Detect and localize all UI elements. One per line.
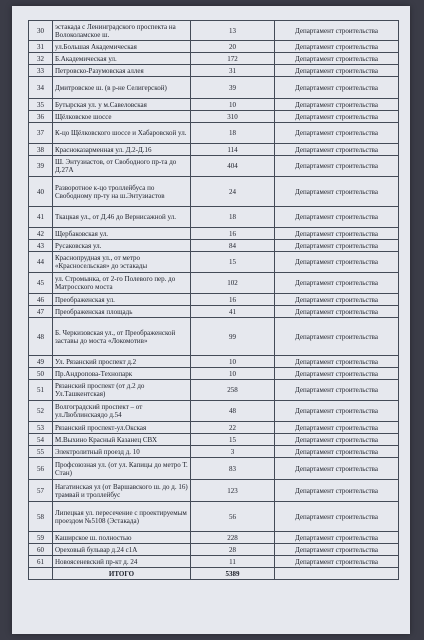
quantity-cell: 20 xyxy=(191,41,275,53)
department-cell: Департамент строительства xyxy=(275,458,399,480)
quantity-cell: 310 xyxy=(191,111,275,123)
row-number: 31 xyxy=(29,41,53,53)
department-cell: Департамент строительства xyxy=(275,99,399,111)
street-cell: Липецкая ул. пересечение с проектируемым проездом №5108 (Эстакада) xyxy=(53,502,191,532)
row-number: 40 xyxy=(29,177,53,207)
department-cell: Департамент строительства xyxy=(275,273,399,294)
department-cell: Департамент строительства xyxy=(275,556,399,568)
row-number: 36 xyxy=(29,111,53,123)
row-number: 53 xyxy=(29,422,53,434)
quantity-cell: 24 xyxy=(191,177,275,207)
row-number: 60 xyxy=(29,544,53,556)
row-number: 48 xyxy=(29,318,53,356)
street-cell: Профсоюзная ул. (от ул. Капицы до метро Т. Стан) xyxy=(53,458,191,480)
department-cell: Департамент строительства xyxy=(275,356,399,368)
quantity-cell: 39 xyxy=(191,77,275,99)
quantity-cell: 404 xyxy=(191,156,275,177)
table-row xyxy=(29,446,399,458)
street-cell: Ш. Энтузиастов, от Свободного пр-та до Д.27А xyxy=(53,156,191,177)
street-cell: Преображенская ул. xyxy=(53,294,191,306)
row-number: 49 xyxy=(29,356,53,368)
table-row xyxy=(29,556,399,568)
table-row xyxy=(29,294,399,306)
table-row xyxy=(29,99,399,111)
quantity-cell: 123 xyxy=(191,480,275,502)
quantity-cell: 15 xyxy=(191,434,275,446)
row-number: 46 xyxy=(29,294,53,306)
street-cell: Новоясеневский пр-кт д. 24 xyxy=(53,556,191,568)
table-row xyxy=(29,544,399,556)
department-cell: Департамент строительства xyxy=(275,368,399,380)
row-number: 30 xyxy=(29,21,53,41)
street-cell: Краснопрудная ул., от метро «Красносельская» до эстакады xyxy=(53,252,191,273)
quantity-cell: 172 xyxy=(191,53,275,65)
row-number: 42 xyxy=(29,228,53,240)
quantity-cell: 228 xyxy=(191,532,275,544)
total-label: ИТОГО xyxy=(53,568,191,580)
department-cell: Департамент строительства xyxy=(275,401,399,422)
quantity-cell: 83 xyxy=(191,458,275,480)
department-cell: Департамент строительства xyxy=(275,306,399,318)
department-cell: Департамент строительства xyxy=(275,156,399,177)
row-number: 55 xyxy=(29,446,53,458)
street-cell: Ореховый бульвар д.24 с1А xyxy=(53,544,191,556)
quantity-cell: 22 xyxy=(191,422,275,434)
quantity-cell: 10 xyxy=(191,356,275,368)
row-number: 35 xyxy=(29,99,53,111)
row-number: 50 xyxy=(29,368,53,380)
department-cell: Департамент строительства xyxy=(275,446,399,458)
street-cell: Рязанский проспект-ул.Окская xyxy=(53,422,191,434)
department-cell: Департамент строительства xyxy=(275,422,399,434)
street-cell: Русаковская ул. xyxy=(53,240,191,252)
quantity-cell: 114 xyxy=(191,144,275,156)
department-cell: Департамент строительства xyxy=(275,144,399,156)
street-cell: ул.Большая Академическая xyxy=(53,41,191,53)
quantity-cell: 10 xyxy=(191,99,275,111)
row-number: 41 xyxy=(29,207,53,228)
row-number: 38 xyxy=(29,144,53,156)
table-row xyxy=(29,356,399,368)
row-number: 34 xyxy=(29,77,53,99)
table-row xyxy=(29,318,399,356)
department-cell: Департамент строительства xyxy=(275,77,399,99)
department-cell: Департамент строительства xyxy=(275,53,399,65)
table-row xyxy=(29,273,399,294)
department-cell: Департамент строительства xyxy=(275,111,399,123)
street-cell: Бутырская ул. у м.Савеловская xyxy=(53,99,191,111)
quantity-cell: 16 xyxy=(191,294,275,306)
department-cell: Департамент строительства xyxy=(275,318,399,356)
department-cell: Департамент строительства xyxy=(275,207,399,228)
table-row xyxy=(29,156,399,177)
table-row xyxy=(29,422,399,434)
document-page xyxy=(12,6,410,634)
department-cell: Департамент строительства xyxy=(275,532,399,544)
table-row xyxy=(29,207,399,228)
street-cell: Преображенская площадь xyxy=(53,306,191,318)
street-cell: Дмитровское ш. (в р-не Селигерской) xyxy=(53,77,191,99)
quantity-cell: 15 xyxy=(191,252,275,273)
street-cell: М.Выхино Красный Казанец СВХ xyxy=(53,434,191,446)
department-cell: Департамент строительства xyxy=(275,480,399,502)
department-cell: Департамент строительства xyxy=(275,294,399,306)
row-number: 57 xyxy=(29,480,53,502)
table-row xyxy=(29,177,399,207)
department-cell: Департамент строительства xyxy=(275,41,399,53)
table-row xyxy=(29,252,399,273)
table-row xyxy=(29,123,399,144)
quantity-cell: 16 xyxy=(191,228,275,240)
quantity-cell: 13 xyxy=(191,21,275,41)
quantity-cell: 41 xyxy=(191,306,275,318)
street-cell: Красноказарменная ул. Д.2-Д.16 xyxy=(53,144,191,156)
table-row xyxy=(29,53,399,65)
row-number: 33 xyxy=(29,65,53,77)
department-cell: Департамент строительства xyxy=(275,65,399,77)
row-number: 47 xyxy=(29,306,53,318)
department-cell: Департамент строительства xyxy=(275,123,399,144)
table-row xyxy=(29,502,399,532)
table-row xyxy=(29,368,399,380)
street-cell: Пр.Андропова-Технопарк xyxy=(53,368,191,380)
quantity-cell: 258 xyxy=(191,380,275,401)
department-cell: Департамент строительства xyxy=(275,177,399,207)
quantity-cell: 31 xyxy=(191,65,275,77)
quantity-cell: 3 xyxy=(191,446,275,458)
row-number: 32 xyxy=(29,53,53,65)
table-row xyxy=(29,401,399,422)
table-row xyxy=(29,21,399,41)
table-row xyxy=(29,532,399,544)
street-cell: Ткацкая ул., от Д.46 до Вернисажной ул. xyxy=(53,207,191,228)
total-value: 5389 xyxy=(191,568,275,580)
table-row xyxy=(29,480,399,502)
table-row xyxy=(29,111,399,123)
table-row xyxy=(29,306,399,318)
department-cell: Департамент строительства xyxy=(275,228,399,240)
table-row xyxy=(29,144,399,156)
quantity-cell: 10 xyxy=(191,368,275,380)
department-cell: Департамент строительства xyxy=(275,21,399,41)
street-cell: Нагатинская ул (от Варшавского ш. до д. 16) трамвай и троллейбус xyxy=(53,480,191,502)
row-number: 43 xyxy=(29,240,53,252)
quantity-cell: 18 xyxy=(191,123,275,144)
street-cell: Б. Черкизовская ул., от Преображенской заставы до моста «Локомотив» xyxy=(53,318,191,356)
quantity-cell: 84 xyxy=(191,240,275,252)
street-cell: Волгоградский проспект – от ул.Люблинскаядо д.54 xyxy=(53,401,191,422)
department-cell: Департамент строительства xyxy=(275,252,399,273)
quantity-cell: 102 xyxy=(191,273,275,294)
data-table xyxy=(28,20,399,580)
row-number: 58 xyxy=(29,502,53,532)
table-row xyxy=(29,65,399,77)
row-number: 54 xyxy=(29,434,53,446)
row-number: 61 xyxy=(29,556,53,568)
row-number: 37 xyxy=(29,123,53,144)
street-cell: ул. Стромынка, от 2-го Полевого пер. до Матросского моста xyxy=(53,273,191,294)
department-cell: Департамент строительства xyxy=(275,434,399,446)
quantity-cell: 48 xyxy=(191,401,275,422)
street-cell: Петровско-Разумовская аллея xyxy=(53,65,191,77)
street-cell: Разворотное к-цо троллейбуса по Свободному пр-ту на ш.Энтузиастов xyxy=(53,177,191,207)
street-cell: Б.Академическая ул. xyxy=(53,53,191,65)
street-cell: Щёлковское шоссе xyxy=(53,111,191,123)
department-cell: Департамент строительства xyxy=(275,380,399,401)
row-number: 51 xyxy=(29,380,53,401)
table-row xyxy=(29,77,399,99)
quantity-cell: 18 xyxy=(191,207,275,228)
table-body xyxy=(29,21,399,568)
street-cell: Каширское ш. полностью xyxy=(53,532,191,544)
table-row xyxy=(29,380,399,401)
total-row xyxy=(29,568,399,580)
department-cell: Департамент строительства xyxy=(275,544,399,556)
street-cell: Рязанский проспект (от д.2 до Ул.Ташкентская) xyxy=(53,380,191,401)
street-cell: К-цо Щёлковского шоссе и Хабаровской ул. xyxy=(53,123,191,144)
street-cell: Щербаковская ул. xyxy=(53,228,191,240)
table-row xyxy=(29,41,399,53)
street-cell: Электролитный проезд д. 10 xyxy=(53,446,191,458)
row-number: 52 xyxy=(29,401,53,422)
table-row xyxy=(29,458,399,480)
row-number: 39 xyxy=(29,156,53,177)
department-cell: Департамент строительства xyxy=(275,502,399,532)
quantity-cell: 56 xyxy=(191,502,275,532)
table-row xyxy=(29,228,399,240)
row-number: 56 xyxy=(29,458,53,480)
table-row xyxy=(29,434,399,446)
quantity-cell: 11 xyxy=(191,556,275,568)
department-cell: Департамент строительства xyxy=(275,240,399,252)
row-number: 45 xyxy=(29,273,53,294)
row-number: 44 xyxy=(29,252,53,273)
table-row xyxy=(29,240,399,252)
quantity-cell: 28 xyxy=(191,544,275,556)
row-number: 59 xyxy=(29,532,53,544)
street-cell: эстакада с Ленинградского проспекта на Волоколамское ш. xyxy=(53,21,191,41)
quantity-cell: 99 xyxy=(191,318,275,356)
street-cell: Ул. Рязанский проспект д.2 xyxy=(53,356,191,368)
